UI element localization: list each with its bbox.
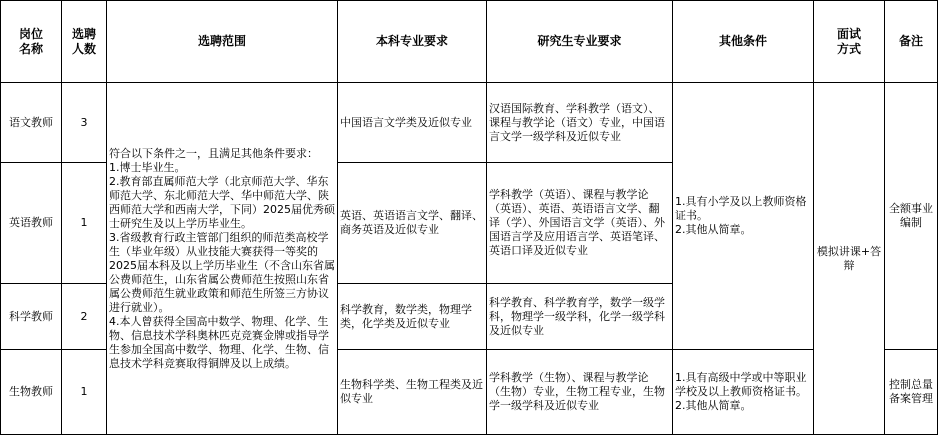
header-remarks: 备注	[885, 1, 938, 83]
undergrad-cell: 中国语言文学类及近似专业	[338, 83, 487, 163]
position-cell: 科学教师	[1, 284, 62, 350]
remarks-cell: 全额事业编制	[885, 83, 938, 350]
header-undergrad: 本科专业要求	[338, 1, 487, 83]
grad-cell: 学科教学（英语）、课程与教学论（英语）、英语、英语语言文学、翻译（学）、外国语言文学（英语）、外国语言学及应用语言学、英语笔译、英语口译及近似专业	[487, 163, 673, 284]
count-cell: 3	[62, 83, 107, 163]
scope-cell: 符合以下条件之一，且满足其他条件要求： 1.博士毕业生。 2.教育部直属师范大学（北京师范大学、华东师范大学、东北师范大学、华中师范大学、陕西师范大学和西南大学，下同）2025届优秀硕士研究生及以上学历毕业生。 3.省级教育行政主管部门组织的师范类高校学生（毕业年级）从业技能大赛获得一等奖的2025届本科及以上学历毕业生（不含山东省属公费师范生，山东省属公费师范生按照山东省属公费师范生就业政策和师范生所签三方协议进行就业）。 4.本人曾获得全国高中数学、物理、化学、生物、信息技术学科奥林匹克竞赛金牌或指导学生参加全国高中数学、物理、化学、生物、信息技术学科竞赛取得铜牌及以上成绩。	[107, 83, 338, 435]
header-row	[1, 1, 938, 83]
interview-cell: 模拟讲课+答辩	[814, 83, 885, 435]
header-position: 岗位 名称	[1, 1, 62, 83]
header-count: 选聘 人数	[62, 1, 107, 83]
position-cell: 生物教师	[1, 350, 62, 435]
other-conditions-cell: 1.具有小学及以上教师资格证书。 2.其他从简章。	[673, 83, 814, 350]
header-other: 其他条件	[673, 1, 814, 83]
table-row	[1, 83, 938, 163]
grad-cell: 汉语国际教育、学科教学（语文）、课程与教学论（语文）专业，中国语言文学一级学科及近似专业	[487, 83, 673, 163]
position-cell: 英语教师	[1, 163, 62, 284]
undergrad-cell: 英语、英语语言文学、翻译、商务英语及近似专业	[338, 163, 487, 284]
count-cell: 1	[62, 350, 107, 435]
header-scope: 选聘范围	[107, 1, 338, 83]
undergrad-cell: 生物科学类、生物工程类及近似专业	[338, 350, 487, 435]
undergrad-cell: 科学教育，数学类，物理学类，化学类及近似专业	[338, 284, 487, 350]
count-cell: 1	[62, 163, 107, 284]
grad-cell: 学科教学（生物）、课程与教学论（生物）专业，生物工程专业，生物学一级学科及近似专业	[487, 350, 673, 435]
count-cell: 2	[62, 284, 107, 350]
remarks-cell: 控制总量备案管理	[885, 350, 938, 435]
header-grad: 研究生专业要求	[487, 1, 673, 83]
grad-cell: 科学教育、科学教育学，数学一级学科，物理学一级学科，化学一级学科及近似专业	[487, 284, 673, 350]
header-interview: 面试 方式	[814, 1, 885, 83]
other-conditions-cell: 1.具有高级中学或中等职业学校及以上教师资格证书。 2.其他从简章。	[673, 350, 814, 435]
position-cell: 语文教师	[1, 83, 62, 163]
